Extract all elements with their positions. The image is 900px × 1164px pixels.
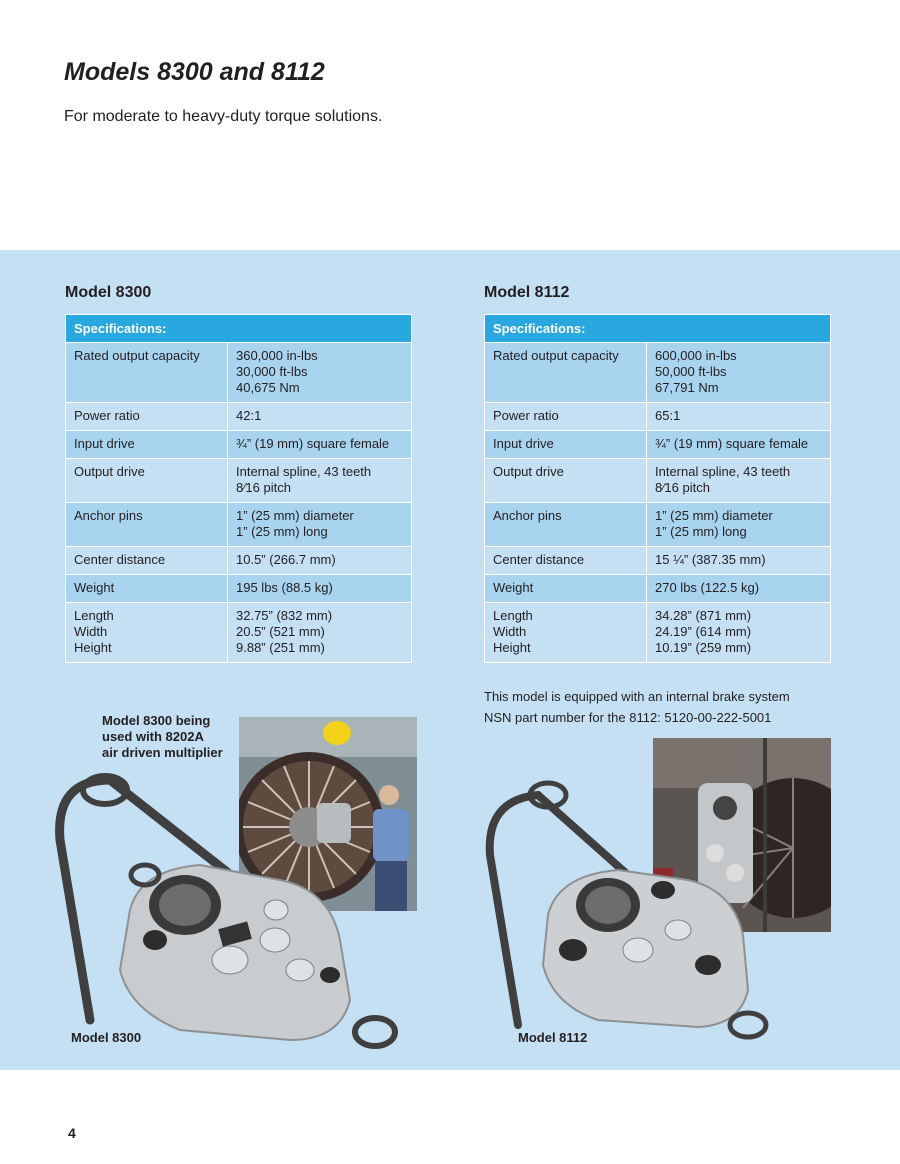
spec-row [66,575,412,603]
spec-label: Anchor pins [66,503,228,547]
brake-system-note: This model is equipped with an internal brake system [484,689,790,704]
spec-value: 360,000 in-lbs 30,000 ft-lbs 40,675 Nm [228,343,412,403]
model-8112-product-caption: Model 8112 [518,1030,588,1045]
spec-row [66,503,412,547]
spec-table-body [485,343,831,663]
spec-label: Center distance [66,547,228,575]
torque-multiplier-8112-illustration [478,775,778,1050]
spec-value: 65:1 [647,403,831,431]
model-8300-product-photo [50,770,400,1060]
spec-label: Power ratio [485,403,647,431]
nsn-part-number-note: NSN part number for the 8112: 5120-00-222-5001 [484,710,772,725]
spec-label: Input drive [485,431,647,459]
spec-label: Output drive [485,459,647,503]
spec-row [66,343,412,403]
model-8112-spec-table [484,314,831,663]
spec-row [66,459,412,503]
model-8112-heading: Model 8112 [484,284,570,301]
spec-value: ¾” (19 mm) square female [647,431,831,459]
spec-label: Rated output capacity [66,343,228,403]
spec-value: Internal spline, 43 teeth 8⁄16 pitch [228,459,412,503]
torque-multiplier-8300-illustration [50,770,400,1060]
spec-row [66,603,412,663]
spec-label: Weight [66,575,228,603]
page-subtitle: For moderate to heavy-duty torque solutions. [64,108,383,125]
spec-value: 270 lbs (122.5 kg) [647,575,831,603]
spec-label: Center distance [485,547,647,575]
spec-value: 1” (25 mm) diameter 1” (25 mm) long [647,503,831,547]
spec-row [66,431,412,459]
spec-row [485,459,831,503]
spec-row [66,547,412,575]
spec-row [485,575,831,603]
spec-value: 600,000 in-lbs 50,000 ft-lbs 67,791 Nm [647,343,831,403]
spec-value: 42:1 [228,403,412,431]
spec-value: ¾” (19 mm) square female [228,431,412,459]
spec-table-header: Specifications: [485,315,831,343]
spec-value: Internal spline, 43 teeth 8⁄16 pitch [647,459,831,503]
model-8300-heading: Model 8300 [65,284,152,301]
spec-table-header: Specifications: [66,315,412,343]
model-8300-product-caption: Model 8300 [71,1030,142,1045]
spec-row [485,603,831,663]
model-8112-product-photo [478,775,778,1050]
page-title: Models 8300 and 8112 [64,58,325,86]
spec-row [485,431,831,459]
spec-value: 15 ¼” (387.35 mm) [647,547,831,575]
page-number: 4 [68,1125,76,1141]
spec-label: Length Width Height [66,603,228,663]
spec-label: Length Width Height [485,603,647,663]
spec-label: Output drive [66,459,228,503]
spec-label: Weight [485,575,647,603]
spec-label: Rated output capacity [485,343,647,403]
spec-value: 32.75” (832 mm) 20.5” (521 mm) 9.88” (251 mm) [228,603,412,663]
spec-row [485,503,831,547]
model-8300-spec-table [65,314,412,663]
spec-table-body [66,343,412,663]
spec-label: Anchor pins [485,503,647,547]
spec-row [485,403,831,431]
spec-row [66,403,412,431]
spec-row [485,547,831,575]
model-8300-photo-caption: Model 8300 being used with 8202A air driven multiplier [102,713,223,760]
spec-value: 1” (25 mm) diameter 1” (25 mm) long [228,503,412,547]
spec-label: Power ratio [66,403,228,431]
spec-label: Input drive [66,431,228,459]
spec-value: 195 lbs (88.5 kg) [228,575,412,603]
spec-value: 10.5” (266.7 mm) [228,547,412,575]
spec-value: 34.28” (871 mm) 24.19” (614 mm) 10.19” (259 mm) [647,603,831,663]
spec-row [485,343,831,403]
